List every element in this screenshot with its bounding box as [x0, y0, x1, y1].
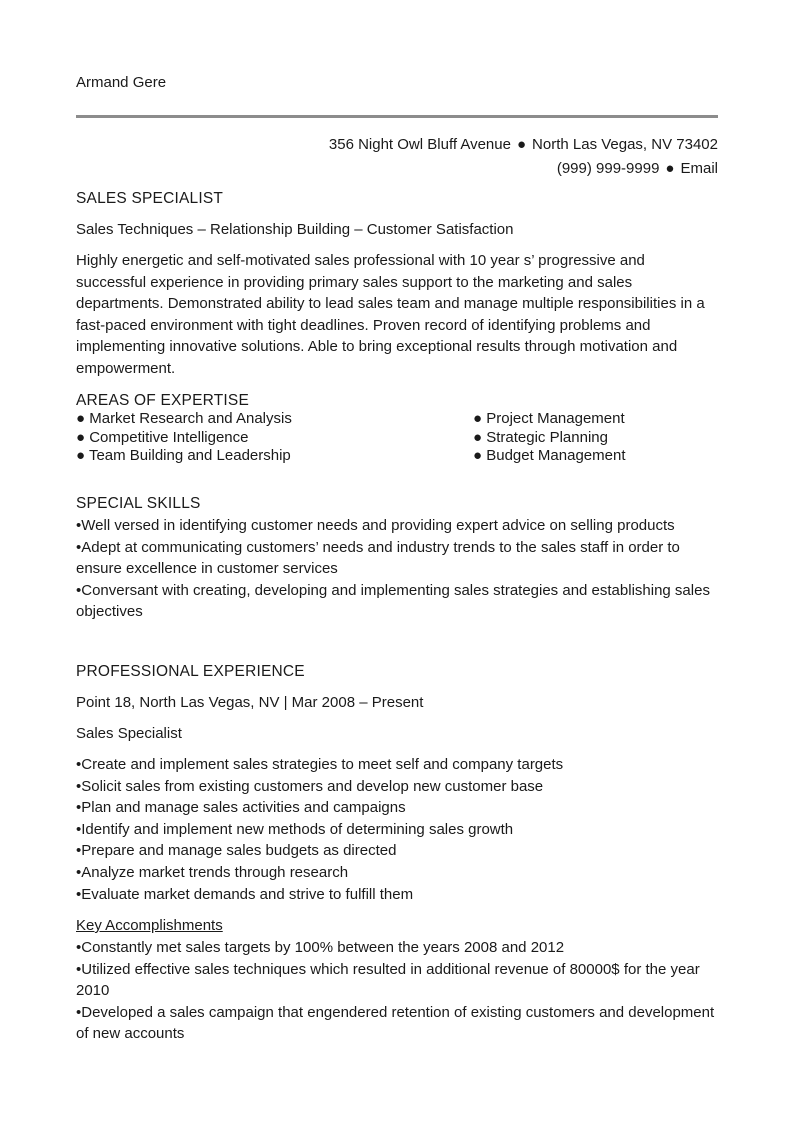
contact-phone-line — [557, 160, 718, 177]
expertise-heading: AREAS OF EXPERTISE — [76, 392, 250, 409]
candidate-name: Armand Gere — [76, 74, 167, 91]
list-item: ● Strategic Planning — [473, 428, 608, 446]
list-item: •Constantly met sales targets by 100% between the years 2008 and 2012 — [76, 939, 565, 956]
contact-address-line — [329, 136, 718, 153]
list-item: •Analyze market trends through research — [76, 863, 349, 881]
list-item: •Plan and manage sales activities and campaigns — [76, 799, 406, 817]
list-item: ● Team Building and Leadership — [76, 447, 291, 464]
list-item: ● Competitive Intelligence — [76, 428, 249, 446]
list-item: •Evaluate market demands and strive to fulfill them — [76, 885, 414, 903]
skills-list — [76, 515, 718, 623]
list-item: •Well versed in identifying customer needs and providing expert advice on selling products — [76, 517, 675, 534]
list-item: ● Budget Management — [473, 447, 626, 464]
list-item: •Solicit sales from existing customers and develop new customer base — [76, 777, 544, 795]
list-item: ● Market Research and Analysis — [76, 410, 292, 427]
job-title-heading: SALES SPECIALIST — [76, 190, 224, 207]
role-title: Sales Specialist — [76, 725, 182, 742]
list-item: •Adept at communicating customers’ needs and industry trends to the sales staff in order to ensure excellence in customer services — [76, 538, 680, 578]
duties-list — [76, 754, 718, 905]
experience-heading: PROFESSIONAL EXPERIENCE — [76, 663, 305, 680]
list-item: •Prepare and manage sales budgets as directed — [76, 842, 397, 860]
phone: (999) 999-9999 — [556, 160, 660, 177]
tagline: Sales Techniques – Relationship Building – Customer Satisfaction — [76, 221, 514, 238]
email-link[interactable]: Email — [680, 160, 718, 177]
address: 356 Night Owl Bluff Avenue — [328, 136, 511, 153]
expertise-right-column — [473, 410, 626, 466]
bullet-separator: ● — [516, 136, 527, 153]
skills-heading: SPECIAL SKILLS — [76, 495, 201, 512]
list-item: •Create and implement sales strategies to meet self and company targets — [76, 756, 564, 773]
accomplishments-heading: Key Accomplishments — [76, 917, 223, 934]
employer-line: Point 18, North Las Vegas, NV | Mar 2008 – Present — [76, 694, 424, 711]
list-item: •Conversant with creating, developing and implementing sales strategies and establishing sales objectives — [76, 581, 710, 621]
accomplishments-list — [76, 937, 718, 1045]
bullet-separator: ● — [665, 160, 675, 177]
list-item: •Developed a sales campaign that engendered retention of existing customers and development of new accounts — [76, 1003, 715, 1043]
list-item: •Identify and implement new methods of determining sales growth — [76, 820, 514, 838]
summary-paragraph: Highly energetic and self-motivated sales professional with 10 year s’ progressive and successful experience in providing primary sales support to the marketing and sales departments. Demonstrated ability to lead sales team and manage multiple responsibilities in a fast-paced environment with tight deadlines. Proven record of identifying problems and implementing innovative solutions. Able to bring exceptional results through motivation and empowerment. — [76, 252, 705, 377]
list-item: ● Project Management — [473, 410, 625, 427]
list-item: •Utilized effective sales techniques which resulted in additional revenue of 80000$ for the year 2010 — [76, 960, 700, 1000]
city: North Las Vegas, NV 73402 — [532, 136, 718, 153]
header-divider — [76, 115, 718, 118]
expertise-left-column — [76, 410, 292, 466]
